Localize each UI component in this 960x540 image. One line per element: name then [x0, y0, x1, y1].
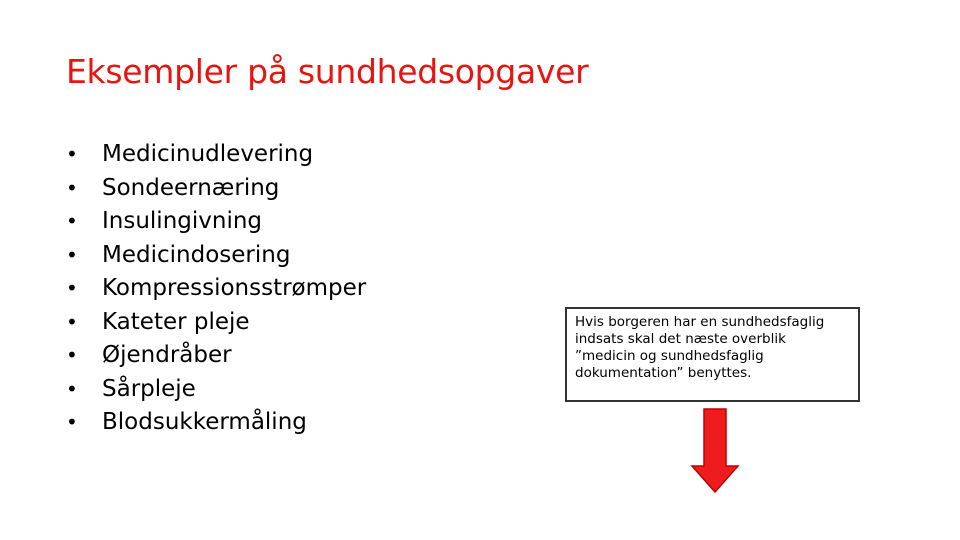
- bullet-icon: •: [66, 309, 78, 334]
- list-item-text: Sårpleje: [102, 375, 196, 402]
- list-item-text: Medicindosering: [102, 241, 291, 268]
- bullet-icon: •: [66, 209, 78, 233]
- list-item-text: Medicinudlevering: [102, 141, 314, 167]
- note-box: Hvis borgeren har en sundhedsfaglig indsats skal det næste overblik ”medicin og sundhedsfaglig dokumentation” benyttes.: [565, 307, 860, 402]
- bullet-icon: •: [66, 410, 78, 434]
- list-item-text: Blodsukkermåling: [102, 409, 307, 435]
- list-item-text: Kateter pleje: [102, 308, 250, 335]
- list-item-text: Sondeernæring: [102, 174, 280, 201]
- slide-title: Eksempler på sundhedsopgaver: [66, 52, 589, 91]
- bullet-icon: •: [66, 175, 78, 200]
- list-item-text: Insulingivning: [102, 208, 263, 234]
- bullet-icon: •: [66, 343, 78, 367]
- list-item-text: Kompressionsstrømper: [102, 275, 367, 301]
- arrow-down-icon: [690, 408, 740, 494]
- bullet-icon: •: [66, 276, 78, 300]
- list-item-text: Øjendråber: [102, 342, 232, 368]
- bullet-icon: •: [66, 376, 78, 401]
- bullet-icon: •: [66, 242, 78, 267]
- bullet-icon: •: [66, 142, 78, 166]
